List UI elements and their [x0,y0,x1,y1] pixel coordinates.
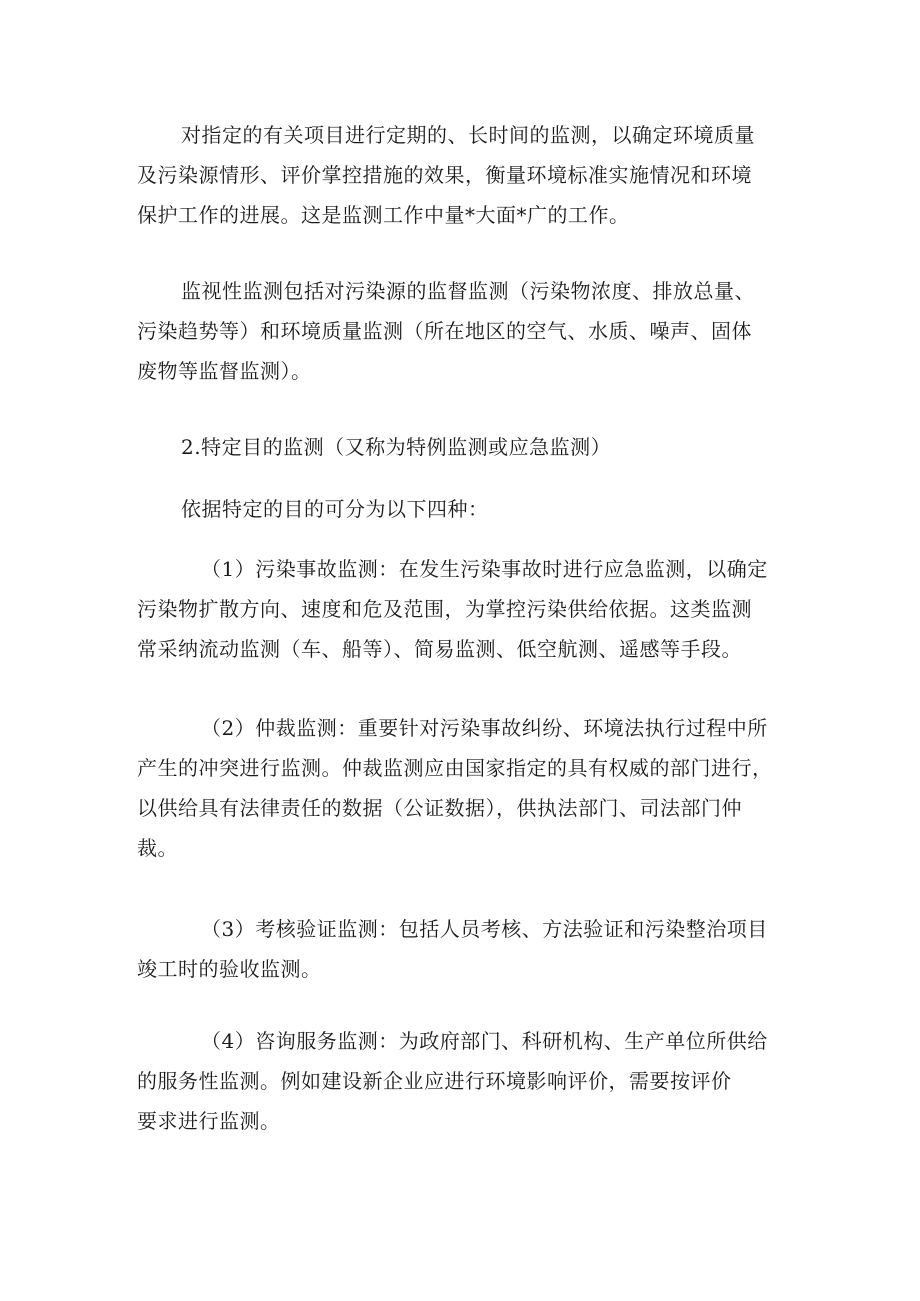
paragraph-routine-monitoring [137,115,792,235]
text-line: （4）咨询服务监测：为政府部门、科研机构、生产单位所供给 [201,1029,768,1053]
text-line: 依据特定的目的可分为以下四种： [181,497,489,521]
paragraph-pollution-accident-monitoring [137,549,792,669]
text-line: 要求进行监测。 [137,1109,281,1133]
paragraph-arbitration-monitoring [137,708,792,868]
text-line: （3）考核验证监测：包括人员考核、方法验证和污染整治项目 [201,917,768,941]
paragraph-consulting-monitoring [137,1021,792,1141]
text-line: 及污染源情形、评价掌控措施的效果，衡量环境标准实施情况和环境 [137,163,752,187]
paragraph-surveillance-monitoring [137,271,792,391]
text-line: （2）仲裁监测：重要针对污染事故纠纷、环境法执行过程中所 [201,716,768,740]
text-line: 常采纳流动监测（车、船等）、简易监测、低空航测、遥感等手段。 [137,637,742,661]
text-line: 污染物扩散方向、速度和危及范围，为掌控污染供给依据。这类监测 [137,597,752,621]
text-line: 的服务性监测。例如建设新企业应进行环境影响评价，需要按评价 [137,1069,732,1093]
text-line: （1）污染事故监测：在发生污染事故时进行应急监测，以确定 [201,557,768,581]
text-line: 以供给具有法律责任的数据（公证数据），供执法部门、司法部门仲 [137,796,742,820]
text-line: 保护工作的进展。这是监测工作中量*大面*广的工作。 [137,203,630,227]
text-line: 裁。 [137,836,178,860]
paragraph-verification-monitoring [137,909,792,989]
heading-line: 2.特定目的监测（又称为特例监测或应急监测） [181,435,612,459]
text-line: 污染趋势等）和环境质量监测（所在地区的空气、水质、噪声、固体 [137,319,752,343]
section-heading-special-purpose [137,427,792,467]
paragraph-four-types-intro [137,489,792,529]
text-line: 监视性监测包括对污染源的监督监测（污染物浓度、排放总量、 [181,279,755,303]
text-line: 对指定的有关项目进行定期的、长时间的监测，以确定环境质量 [181,123,755,147]
text-line: 废物等监督监测）。 [137,359,312,383]
text-line: 产生的冲突进行监测。仲裁监测应由国家指定的具有权威的部门进行， [137,756,773,780]
text-line: 竣工时的验收监测。 [137,957,322,981]
